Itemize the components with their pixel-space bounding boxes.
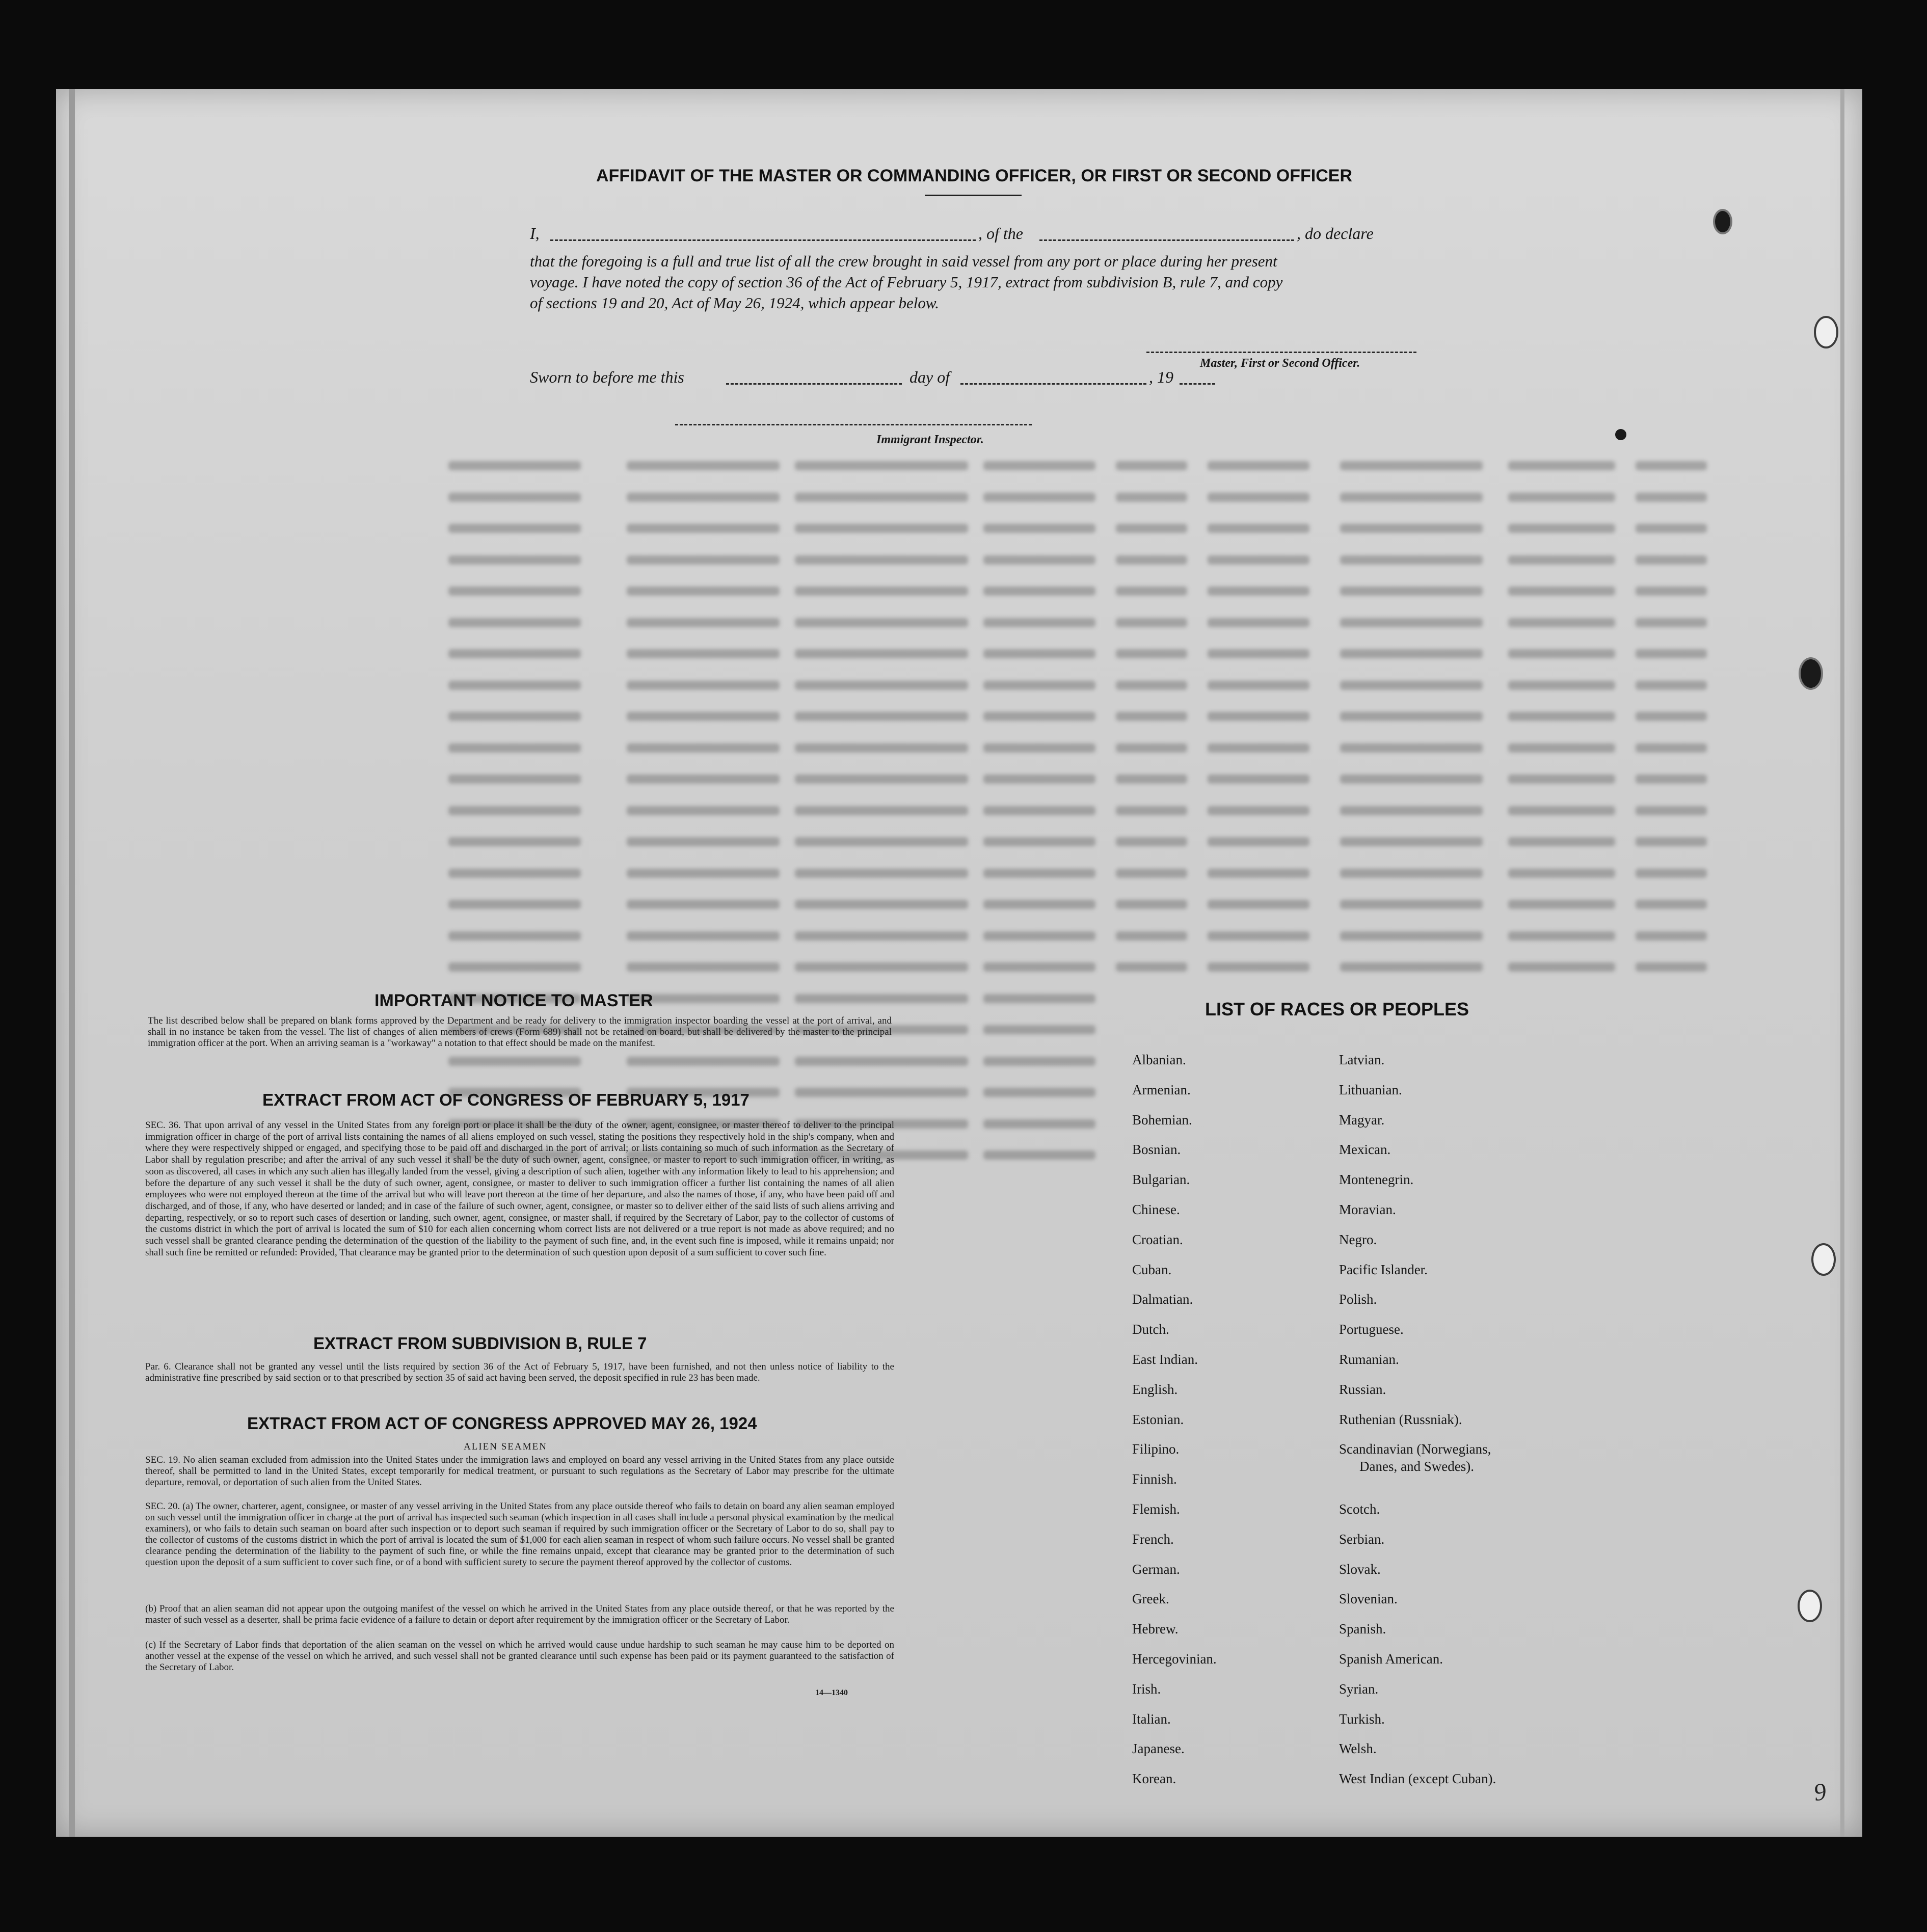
race-item: Polish. <box>1339 1292 1377 1307</box>
race-item: Dalmatian. <box>1132 1292 1193 1307</box>
bleed-through-mark <box>983 1088 1095 1097</box>
extract-1917-title: EXTRACT FROM ACT OF CONGRESS OF FEBRUARY 5, 1917 <box>262 1090 750 1109</box>
inspector-signature-field[interactable] <box>675 424 1032 425</box>
bleed-through-mark <box>448 586 581 596</box>
bleed-through-mark <box>1508 461 1615 470</box>
bleed-through-mark <box>1340 962 1483 972</box>
race-item: Flemish. <box>1132 1501 1180 1517</box>
bleed-through-mark <box>795 1088 968 1097</box>
bleed-through-mark <box>795 1057 968 1066</box>
bleed-through-mark <box>627 806 780 815</box>
race-item: Spanish American. <box>1339 1651 1443 1667</box>
page-edge-shadow <box>1840 89 1844 1837</box>
bleed-through-mark <box>627 681 780 690</box>
race-item: Magyar. <box>1339 1112 1385 1128</box>
race-item: Greek. <box>1132 1591 1169 1607</box>
bleed-through-mark <box>627 1057 780 1066</box>
bleed-through-mark <box>448 555 581 565</box>
extract-1924-sec20c: (c) If the Secretary of Labor finds that deportation of the alien seaman on the vessel on which he arrived would cause undue hardship to such seaman he may cause him to be deported on another vessel at the expense of the vessel on which he arrived, and such vessel shall not be granted clearance until such expense has been paid or its payment guaranteed to the satisfaction of the Secretary of Labor. <box>145 1640 894 1673</box>
bleed-through-mark <box>448 461 581 470</box>
bleed-through-mark <box>1508 774 1615 784</box>
handwritten-sheet-number: 9 <box>1812 1778 1828 1807</box>
bleed-through-mark <box>1208 900 1309 909</box>
race-item: Negro. <box>1339 1231 1377 1247</box>
affidavit-do-declare: , do declare <box>1297 224 1374 243</box>
notice-text: The list described below shall be prepared on blank forms approved by the Department and be ready for delivery to the immigration inspector boarding the vessel at the port of arrival, and shall in no instance be taken from the vessel. The list of changes of alien members of crews (Form 689) shall not be retained on board, but shall be delivered by the master to the principal immigration officer at the port. When an arriving seaman is a "workaway" a notation to that effect should be made on the manifest. <box>148 1015 892 1049</box>
bleed-through-mark <box>983 1057 1095 1066</box>
bleed-through-mark <box>1340 900 1483 909</box>
race-item: German. <box>1132 1561 1180 1577</box>
bleed-through-mark <box>1116 962 1187 972</box>
bleed-through-mark <box>627 524 780 533</box>
bleed-through-mark <box>1508 900 1615 909</box>
bleed-through-mark <box>983 774 1095 784</box>
bleed-through-mark <box>1636 555 1707 565</box>
bleed-through-mark <box>1208 869 1309 878</box>
race-item: Bulgarian. <box>1132 1172 1190 1188</box>
bleed-through-mark <box>795 493 968 502</box>
race-item: Syrian. <box>1339 1681 1379 1697</box>
bleed-through-mark <box>627 837 780 846</box>
bleed-through-mark <box>1208 806 1309 815</box>
affidavit-body-line2: voyage. I have noted the copy of section 36 of the Act of February 5, 1917, extract from subdivision B, rule 7, and copy <box>530 273 1283 291</box>
bleed-through-mark <box>795 712 968 721</box>
race-item: Pacific Islander. <box>1339 1262 1428 1277</box>
affidavit-title: AFFIDAVIT OF THE MASTER OR COMMANDING OFFICER, OR FIRST OR SECOND OFFICER <box>596 166 1352 185</box>
bleed-through-mark <box>983 1025 1095 1034</box>
bleed-through-mark <box>627 743 780 753</box>
bleed-through-mark <box>448 743 581 753</box>
bleed-through-mark <box>1636 461 1707 470</box>
race-item: Hebrew. <box>1132 1621 1179 1637</box>
bleed-through-mark <box>1508 493 1615 502</box>
race-item: Filipino. <box>1132 1441 1180 1457</box>
bleed-through-mark <box>795 618 968 627</box>
bleed-through-mark <box>1508 837 1615 846</box>
bleed-through-mark <box>1508 618 1615 627</box>
bleed-through-mark <box>983 524 1095 533</box>
bleed-through-mark <box>1636 586 1707 596</box>
bleed-through-mark <box>1116 806 1187 815</box>
bleed-through-mark <box>1340 743 1483 753</box>
affidavit-of-the: , of the <box>978 224 1023 243</box>
race-item: Portuguese. <box>1339 1322 1404 1337</box>
bleed-through-mark <box>795 524 968 533</box>
bleed-through-mark <box>1116 774 1187 784</box>
bleed-through-mark <box>1636 806 1707 815</box>
race-item: Spanish. <box>1339 1621 1386 1637</box>
bleed-through-mark <box>627 774 780 784</box>
race-item: Slovak. <box>1339 1561 1381 1577</box>
title-underline <box>925 195 1022 196</box>
bleed-through-mark <box>983 586 1095 596</box>
bleed-through-mark <box>983 931 1095 941</box>
bleed-through-mark <box>1116 712 1187 721</box>
bleed-through-mark <box>1636 869 1707 878</box>
bleed-through-mark <box>1208 837 1309 846</box>
bleed-through-mark <box>448 712 581 721</box>
bleed-through-mark <box>1208 618 1309 627</box>
bleed-through-mark <box>1340 712 1483 721</box>
race-item: Scandinavian (Norwegians, <box>1339 1441 1491 1457</box>
bleed-through-mark <box>627 869 780 878</box>
bleed-through-mark <box>1208 524 1309 533</box>
race-item: Armenian. <box>1132 1082 1191 1097</box>
race-item: Danes, and Swedes). <box>1359 1459 1474 1474</box>
race-item: Bohemian. <box>1132 1112 1192 1128</box>
sworn-day-field[interactable] <box>726 383 902 385</box>
sworn-label: Sworn to before me this <box>530 368 684 386</box>
race-item: Lithuanian. <box>1339 1082 1402 1097</box>
bleed-through-mark <box>795 962 968 972</box>
bleed-through-mark <box>1636 743 1707 753</box>
bleed-through-mark <box>983 555 1095 565</box>
bleed-through-mark <box>448 869 581 878</box>
bleed-through-mark <box>627 900 780 909</box>
bleed-through-mark <box>627 712 780 721</box>
race-item: Rumanian. <box>1339 1352 1399 1367</box>
bleed-through-mark <box>1116 555 1187 565</box>
races-title: LIST OF RACES OR PEOPLES <box>1205 999 1469 1019</box>
bleed-through-mark <box>1116 900 1187 909</box>
race-item: Irish. <box>1132 1681 1161 1697</box>
bleed-through-mark <box>983 806 1095 815</box>
bleed-through-mark <box>1116 869 1187 878</box>
race-item: Turkish. <box>1339 1711 1385 1727</box>
race-item: French. <box>1132 1531 1174 1547</box>
bleed-through-mark <box>1508 806 1615 815</box>
bleed-through-mark <box>627 555 780 565</box>
master-name-field[interactable] <box>550 239 976 241</box>
bleed-through-mark <box>795 743 968 753</box>
bleed-through-mark <box>1208 681 1309 690</box>
race-item: Japanese. <box>1132 1741 1185 1757</box>
race-item: Scotch. <box>1339 1501 1380 1517</box>
bleed-through-mark <box>1116 586 1187 596</box>
bleed-through-mark <box>795 555 968 565</box>
bleed-through-mark <box>795 681 968 690</box>
extract-1917-text: SEC. 36. That upon arrival of any vessel in the United States from any foreign port or place it shall be the duty of the owner, agent, consignee, or master thereof to deliver to the principal immigration officer in charge of the port of arrival lists containing the names of all aliens employed on such vessel, stating the positions they respectively hold in the ship's company, when and where they were respectively shipped or engaged, and specifying those to be paid off and discharged in the port of arrival; or lists containing so much of such information as the Secretary of Labor shall by regulation prescribe; and after the arrival of any such vessel it shall be the duty of such owner, agent, consignee, or master to report to such immigration officer, in writing, as soon as discovered, all cases in which any such alien has illegally landed from the vessel, giving a description of such alien, together with any information likely to lead to his apprehension; and before the departure of any such vessel it shall be the duty of such owner, agent, consignee, or master to deliver to such immigration officer a further list containing the names of all alien employees who were not employed thereon at the time of the arrival but who will leave port thereon at the time of her departure, and also the names of those, if any, who have been paid off and discharged, and of those, if any, who have deserted or landed; and in case of the failure of such owner, agent, consignee, or master so to deliver either of the said lists of such aliens arriving and departing, respectively, or so to report such cases of desertion or landing, such owner, agent, consignee, or master shall, if required by the Secretary of Labor, pay to the collector of customs of the customs district in which the port of arrival is located the sum of $10 for each alien concerning whom correct lists are not delivered or a true report is not made as above required; and no such vessel shall be granted clearance pending the determination of the question of the liability to the payment of such fine, and, in the event such fine is imposed, while it remains unpaid; nor shall such fine be remitted or refunded: Provided, That clearance may be granted prior to the determination of such question upon deposit of a sum sufficient to cover such fine. <box>145 1120 894 1258</box>
bleed-through-mark <box>448 837 581 846</box>
bleed-through-mark <box>795 586 968 596</box>
bleed-through-mark <box>1508 869 1615 878</box>
bleed-through-mark <box>1208 493 1309 502</box>
bleed-through-mark <box>983 994 1095 1003</box>
bleed-through-mark <box>795 900 968 909</box>
bleed-through-mark <box>983 493 1095 502</box>
race-item: Slovenian. <box>1339 1591 1398 1607</box>
bleed-through-mark <box>448 774 581 784</box>
bleed-through-mark <box>795 931 968 941</box>
extract-rule7-text: Par. 6. Clearance shall not be granted any vessel until the lists required by section 36 of the Act of February 5, 1917, have been furnished, and not then unless notice of liability to the administrative fine prescribed by said section or to that prescribed by section 35 of said act having been served, the deposit specified in rule 23 has been made. <box>145 1361 894 1383</box>
bleed-through-mark <box>795 774 968 784</box>
race-item: Ruthenian (Russniak). <box>1339 1411 1462 1427</box>
bleed-through-mark <box>1208 586 1309 596</box>
sworn-day-of: day of <box>909 368 950 386</box>
bleed-through-mark <box>1340 461 1483 470</box>
race-item: Welsh. <box>1339 1741 1377 1757</box>
bleed-through-mark <box>448 649 581 658</box>
punch-hole <box>1713 209 1732 234</box>
bleed-through-mark <box>983 743 1095 753</box>
bleed-through-mark <box>1508 931 1615 941</box>
bleed-through-mark <box>1208 649 1309 658</box>
bleed-through-mark <box>1340 806 1483 815</box>
bleed-through-mark <box>1508 962 1615 972</box>
bleed-through-mark <box>627 493 780 502</box>
bleed-through-mark <box>795 837 968 846</box>
bleed-through-mark <box>1340 837 1483 846</box>
race-item: Russian. <box>1339 1381 1386 1397</box>
bleed-through-mark <box>627 931 780 941</box>
race-item: English. <box>1132 1381 1178 1397</box>
affidavit-body-line1: that the foregoing is a full and true list of all the crew brought in said vessel from any port or place during her present <box>530 252 1277 270</box>
race-item: Finnish. <box>1132 1471 1177 1487</box>
extract-1924-title: EXTRACT FROM ACT OF CONGRESS APPROVED MAY 26, 1924 <box>247 1414 757 1433</box>
bleed-through-mark <box>448 524 581 533</box>
bleed-through-mark <box>983 869 1095 878</box>
inspector-label: Immigrant Inspector. <box>876 433 984 446</box>
race-item: Italian. <box>1132 1711 1171 1727</box>
bleed-through-mark <box>983 1150 1095 1160</box>
bleed-through-mark <box>1208 555 1309 565</box>
sworn-year-prefix: , 19 <box>1149 368 1173 386</box>
bleed-through-mark <box>1340 618 1483 627</box>
race-item: Chinese. <box>1132 1202 1180 1217</box>
race-item: West Indian (except Cuban). <box>1339 1771 1496 1787</box>
master-signature-field[interactable] <box>1146 352 1416 353</box>
bleed-through-mark <box>1340 869 1483 878</box>
bleed-through-mark <box>448 1057 581 1066</box>
bleed-through-mark <box>983 618 1095 627</box>
bleed-through-mark <box>983 649 1095 658</box>
bleed-through-mark <box>448 806 581 815</box>
bleed-through-mark <box>1508 524 1615 533</box>
race-item: Mexican. <box>1339 1142 1391 1158</box>
form-number: 14—1340 <box>815 1688 848 1697</box>
affidavit-i-label: I, <box>530 224 540 243</box>
punch-hole <box>1811 1243 1836 1276</box>
bleed-through-mark <box>1508 649 1615 658</box>
race-item: Albanian. <box>1132 1052 1186 1067</box>
bleed-through-mark <box>795 994 968 1003</box>
race-item: Dutch. <box>1132 1322 1169 1337</box>
bleed-through-mark <box>983 681 1095 690</box>
master-signature-label: Master, First or Second Officer. <box>1200 357 1360 370</box>
bleed-through-mark <box>1208 743 1309 753</box>
extract-1924-sec20a: SEC. 20. (a) The owner, charterer, agent, consignee, or master of any vessel arriving in the United States from any place outside thereof who fails to detain on board any alien seaman employed on such vessel until the immigration officer in charge at the port of arrival has inspected such seaman (which inspection in all cases shall include a personal physical examination by the medical examiners), or who fails to detain such seaman on board after such inspection or to deport such seaman if required by such immigration officer or the Secretary of Labor to do so, shall pay to the collector of customs of the customs district in which the port of arrival is located the sum of $1,000 for each alien seaman in respect of whom such failure occurs. No vessel shall be granted clearance pending the determination of the liability to the payment of such fine, or while the fine remains unpaid, except that clearance may be granted prior to the determination of such question upon the deposit of a sum sufficient to cover such fine, or of a bond with sufficient surety to secure the payment thereof approved by the collector of customs. <box>145 1501 894 1568</box>
bleed-through-mark <box>983 837 1095 846</box>
race-item: Bosnian. <box>1132 1142 1181 1158</box>
bleed-through-mark <box>1636 900 1707 909</box>
bleed-through-mark <box>1116 837 1187 846</box>
extract-rule7-title: EXTRACT FROM SUBDIVISION B, RULE 7 <box>313 1334 647 1353</box>
notice-title: IMPORTANT NOTICE TO MASTER <box>374 991 653 1010</box>
bleed-through-mark <box>448 931 581 941</box>
bleed-through-mark <box>1116 461 1187 470</box>
bleed-through-mark <box>983 900 1095 909</box>
race-item: Montenegrin. <box>1339 1172 1414 1188</box>
bleed-through-mark <box>1340 931 1483 941</box>
bleed-through-mark <box>1636 774 1707 784</box>
bleed-through-mark <box>1508 555 1615 565</box>
bleed-through-mark <box>1340 524 1483 533</box>
bleed-through-mark <box>1208 931 1309 941</box>
bleed-through-mark <box>1116 743 1187 753</box>
race-item: East Indian. <box>1132 1352 1198 1367</box>
bleed-through-mark <box>448 493 581 502</box>
bleed-through-mark <box>627 962 780 972</box>
bleed-through-mark <box>1340 681 1483 690</box>
bleed-through-mark <box>983 962 1095 972</box>
bleed-through-mark <box>983 1119 1095 1129</box>
bleed-through-mark <box>1636 493 1707 502</box>
bleed-through-mark <box>1340 586 1483 596</box>
bleed-through-mark <box>1636 681 1707 690</box>
bleed-through-mark <box>1508 681 1615 690</box>
bleed-through-mark <box>448 618 581 627</box>
bleed-through-mark <box>1340 493 1483 502</box>
bleed-through-mark <box>627 618 780 627</box>
bleed-through-mark <box>1208 461 1309 470</box>
vessel-name-field[interactable] <box>1039 239 1294 241</box>
bleed-through-mark <box>1636 837 1707 846</box>
bleed-through-mark <box>983 712 1095 721</box>
bleed-through-mark <box>1636 712 1707 721</box>
bleed-through-mark <box>1508 586 1615 596</box>
bleed-through-mark <box>1116 524 1187 533</box>
bleed-through-mark <box>795 869 968 878</box>
bleed-through-mark <box>983 461 1095 470</box>
race-item: Korean. <box>1132 1771 1176 1787</box>
bleed-through-mark <box>1636 962 1707 972</box>
punch-hole <box>1798 1590 1822 1622</box>
race-item: Cuban. <box>1132 1262 1172 1277</box>
bleed-through-mark <box>1340 649 1483 658</box>
race-item: Hercegovinian. <box>1132 1651 1217 1667</box>
extract-1924-sec20b: (b) Proof that an alien seaman did not appear upon the outgoing manifest of the vessel on which he arrived in the United States from any place outside thereof, or that he was reported by the master of such vessel as a deserter, shall be prima facie evidence of a failure to detain or deport after requirement by the immigration officer or the Secretary of Labor. <box>145 1603 894 1625</box>
bleed-through-mark <box>1116 649 1187 658</box>
page-fold-shadow <box>69 89 75 1837</box>
bleed-through-mark <box>1636 618 1707 627</box>
race-item: Latvian. <box>1339 1052 1385 1067</box>
race-item: Croatian. <box>1132 1231 1183 1247</box>
punch-hole <box>1799 657 1823 690</box>
bleed-through-mark <box>448 681 581 690</box>
bleed-through-mark <box>627 586 780 596</box>
bleed-through-mark <box>1340 774 1483 784</box>
bleed-through-mark <box>448 900 581 909</box>
bleed-through-mark <box>627 461 780 470</box>
punch-hole <box>1814 316 1838 348</box>
bleed-through-mark <box>1508 743 1615 753</box>
bleed-through-mark <box>1208 962 1309 972</box>
race-item: Estonian. <box>1132 1411 1184 1427</box>
extract-1924-sec19: SEC. 19. No alien seaman excluded from admission into the United States under the immigration laws and employed on board any vessel arriving in the United States from any place outside thereof, shall be permitted to land in the United States, except temporarily for medical treatment, or pursuant to such regulations as the Secretary of Labor may prescribe for the ultimate departure, removal, or deportation of such alien from the United States. <box>145 1455 894 1488</box>
bleed-through-mark <box>1116 931 1187 941</box>
bleed-through-mark <box>795 461 968 470</box>
bleed-through-mark <box>1208 774 1309 784</box>
bleed-through-mark <box>627 649 780 658</box>
race-item: Serbian. <box>1339 1531 1385 1547</box>
affidavit-body-line3: of sections 19 and 20, Act of May 26, 1924, which appear below. <box>530 294 940 312</box>
bleed-through-mark <box>1116 493 1187 502</box>
sworn-month-field[interactable] <box>960 383 1146 385</box>
bleed-through-mark <box>1116 681 1187 690</box>
bleed-through-mark <box>1636 649 1707 658</box>
race-item: Moravian. <box>1339 1202 1396 1217</box>
bleed-through-mark <box>1636 931 1707 941</box>
bleed-through-mark <box>1208 712 1309 721</box>
ink-blot <box>1615 429 1626 440</box>
bleed-through-mark <box>795 806 968 815</box>
sworn-year-field[interactable] <box>1180 383 1215 385</box>
bleed-through-mark <box>1508 712 1615 721</box>
bleed-through-mark <box>1116 618 1187 627</box>
bleed-through-mark <box>1340 555 1483 565</box>
bleed-through-mark <box>448 962 581 972</box>
bleed-through-mark <box>1636 524 1707 533</box>
extract-1924-subtitle: ALIEN SEAMEN <box>464 1441 547 1452</box>
bleed-through-mark <box>795 649 968 658</box>
